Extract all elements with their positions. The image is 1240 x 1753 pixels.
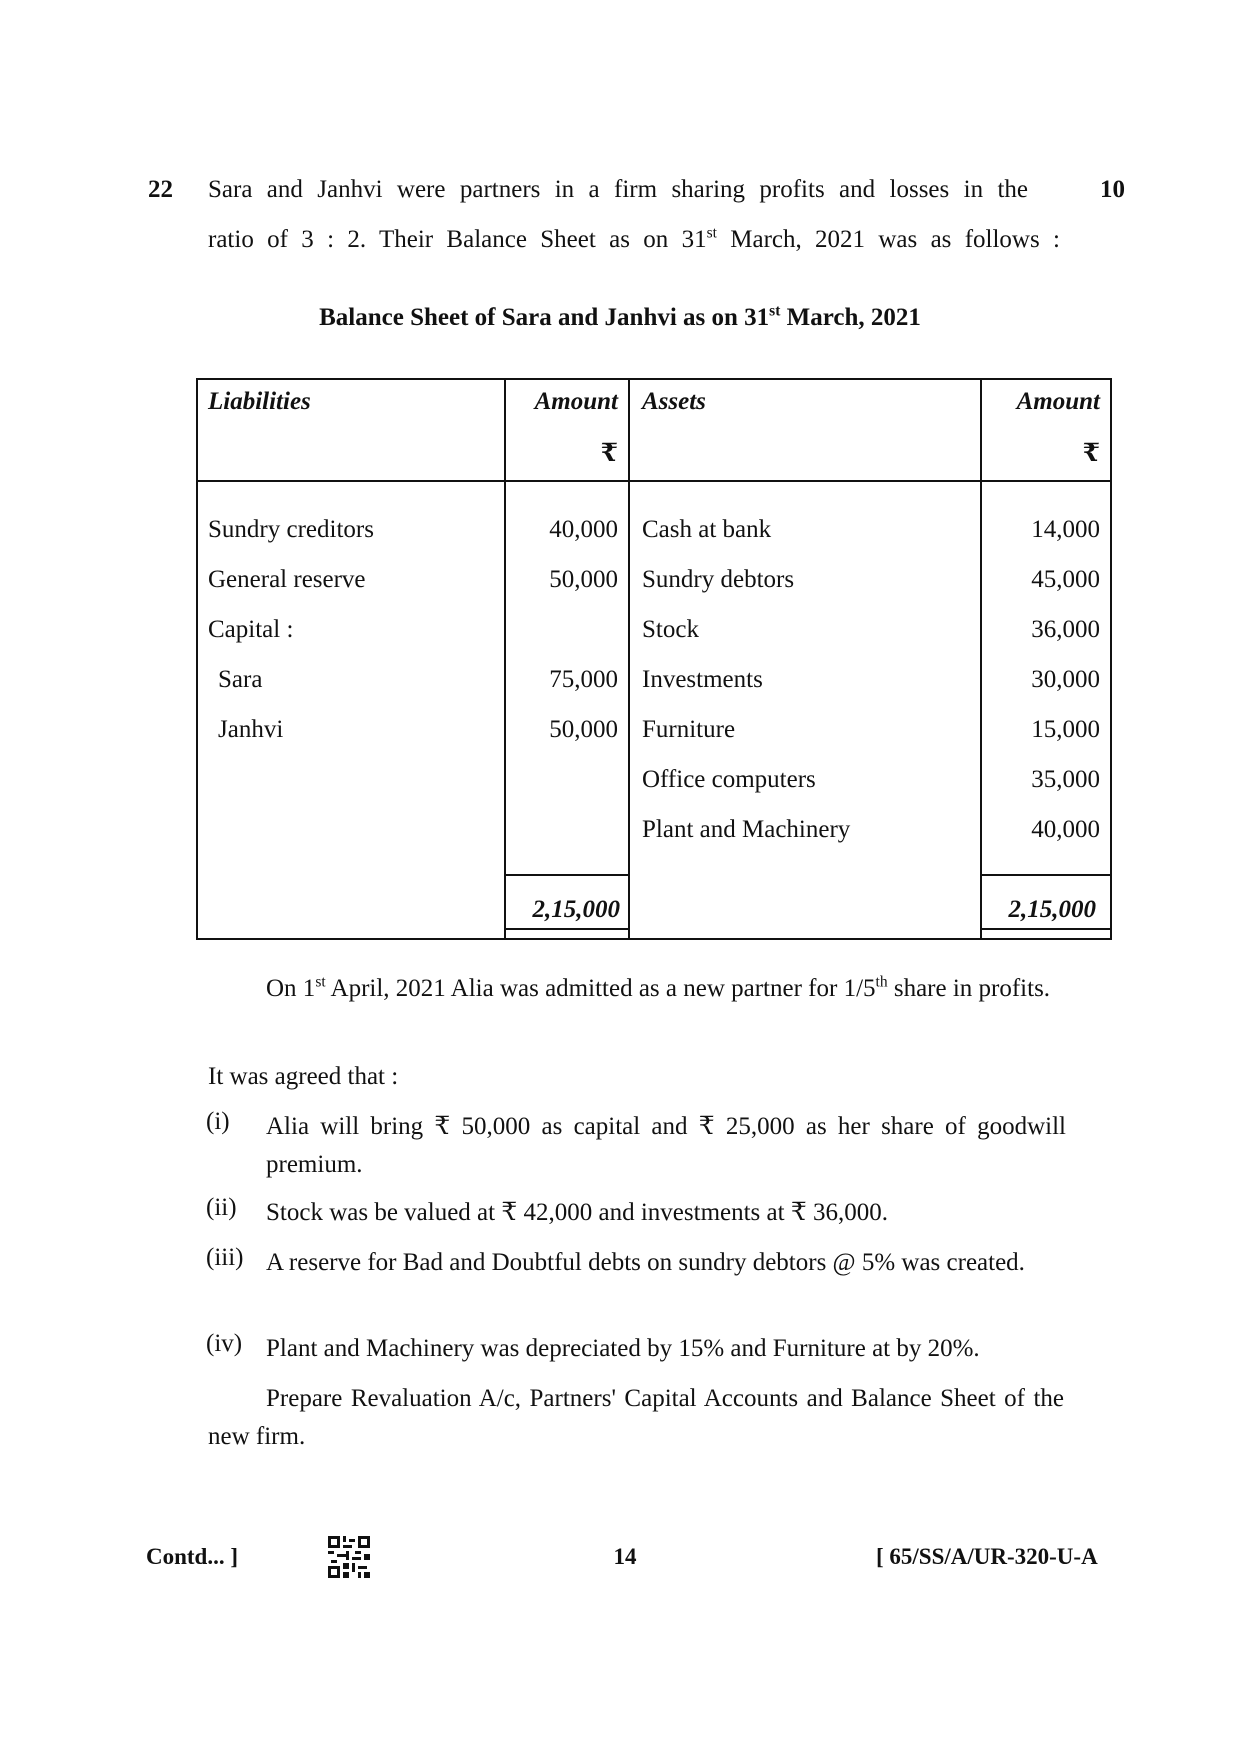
asset-amount: 40,000: [1031, 816, 1100, 843]
total-liabilities: 2,15,000: [532, 896, 620, 923]
contd-label: Contd... ]: [146, 1544, 239, 1569]
admission-paragraph: On 1st April, 2021 Alia was admitted as a new partner for 1/5th share in profits.: [266, 973, 1051, 1002]
header-assets: Assets: [642, 388, 706, 415]
liability-label: Capital :: [208, 616, 294, 643]
item-number: (iv): [206, 1330, 243, 1357]
header-amount: Amount: [534, 388, 618, 415]
task-paragraph: Prepare Revaluation A/c, Partners' Capital Accounts and Balance Sheet of the new firm.: [208, 1385, 1064, 1450]
liability-amount: 50,000: [549, 716, 618, 743]
asset-amount: 15,000: [1031, 716, 1100, 743]
total-rule: [504, 874, 630, 876]
question-line-1: Sara and Janhvi were partners in a firm sharing profits and losses in the: [208, 176, 1028, 203]
asset-label: Sundry debtors: [642, 566, 795, 593]
header-currency: ₹: [600, 440, 618, 467]
item-text: Alia will bring ₹ 50,000 as capital and ₹ 25,000 as her share of goodwill premium.: [266, 1113, 1066, 1178]
liability-label: General reserve: [208, 566, 366, 593]
asset-amount: 45,000: [1031, 566, 1100, 593]
liability-amount: 75,000: [549, 666, 618, 693]
balance-sheet-title: Balance Sheet of Sara and Janhvi as on 31st March, 2021: [319, 302, 921, 331]
item-text: Plant and Machinery was depreciated by 15% and Furniture at by 20%.: [266, 1335, 980, 1362]
asset-amount: 14,000: [1031, 516, 1100, 543]
total-rule: [980, 874, 1110, 876]
item-number: (iii): [206, 1244, 244, 1271]
asset-amount: 36,000: [1031, 616, 1100, 643]
header-liabilities: Liabilities: [208, 388, 311, 415]
total-assets: 2,15,000: [1008, 896, 1096, 923]
item-number: (ii): [206, 1194, 237, 1221]
asset-label: Investments: [642, 666, 763, 693]
header-amount: Amount: [1016, 388, 1100, 415]
agreed-text: It was agreed that :: [208, 1063, 399, 1090]
col-divider: [980, 380, 982, 938]
liability-label: Sara: [218, 666, 263, 693]
question-number: 22: [148, 176, 173, 203]
asset-label: Stock: [642, 616, 699, 643]
asset-label: Office computers: [642, 766, 816, 793]
total-rule: [980, 928, 1110, 930]
asset-label: Furniture: [642, 716, 736, 743]
asset-label: Cash at bank: [642, 516, 772, 543]
question-line-2: ratio of 3 : 2. Their Balance Sheet as on 31st March, 2021 was as follows :: [208, 224, 1060, 253]
header-divider: [198, 480, 1110, 482]
item-text: Stock was be valued at ₹ 42,000 and investments at ₹ 36,000.: [266, 1199, 888, 1226]
liability-amount: 40,000: [549, 516, 618, 543]
asset-label: Plant and Machinery: [642, 816, 851, 843]
liability-amount: 50,000: [549, 566, 618, 593]
question-marks: 10: [1100, 176, 1125, 203]
col-divider: [504, 380, 506, 938]
page-number: 14: [613, 1544, 637, 1569]
item-text: A reserve for Bad and Doubtful debts on sundry debtors @ 5% was created.: [266, 1249, 1025, 1276]
total-rule: [504, 928, 630, 930]
item-number: (i): [206, 1108, 230, 1135]
paper-code: [ 65/SS/A/UR-320-U-A: [876, 1544, 1098, 1569]
header-currency: ₹: [1082, 440, 1100, 467]
asset-amount: 30,000: [1031, 666, 1100, 693]
asset-amount: 35,000: [1031, 766, 1100, 793]
liability-label: Sundry creditors: [208, 516, 374, 543]
liability-label: Janhvi: [218, 716, 284, 743]
col-divider: [628, 380, 630, 938]
balance-sheet-table: [196, 378, 1112, 940]
